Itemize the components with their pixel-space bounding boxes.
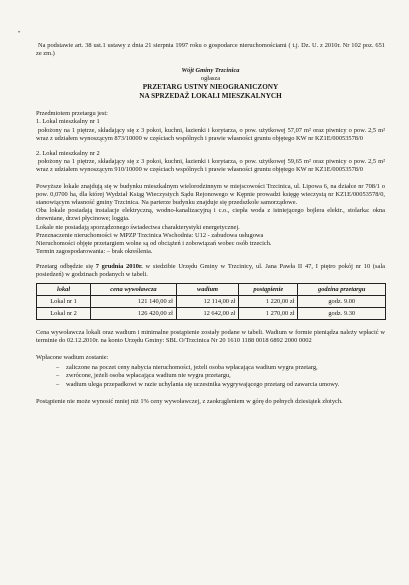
col-header-wadium: wadium (176, 284, 238, 296)
auction-date: 7 grudnia 2010r. (95, 262, 143, 270)
cell-postapienie: 1 220,00 zł (239, 296, 298, 308)
cell-lokal: Lokal nr 1 (37, 296, 91, 308)
installations-paragraph: Oba lokale posiadają instalacje elektryczną, wodno-kanalizacyjną i c.o., ciepła woda z istniejącego bojlera elektr., stolarka: okna drewniane, drzwi płycinowe; loggia. (36, 207, 385, 223)
title-line-2: NA SPRZEDAŻ LOKALI MIESZKALNYCH (139, 92, 282, 101)
lot1-label: 1. Lokal mieszkalny nr 1 (36, 118, 100, 126)
col-header-godzina: godzina przetargu (298, 284, 386, 296)
lot2-label: 2. Lokal mieszkalny nr 2 (36, 149, 100, 157)
energy-certificate-paragraph: Lokale nie posiadają sporządzonego świadectwa charakterystyki energetycznej. (36, 223, 240, 231)
col-header-postapienie: postąpienie (239, 284, 298, 296)
final-paragraph: Postąpienie nie może wynosić mniej niż 1% ceny wywoławczej, z zaokrągleniem w górę do pełnych dziesiątek złotych. (36, 397, 343, 405)
cell-wadium: 12 642,00 zł (176, 308, 238, 320)
legal-basis: Na podstawie art. 38 ust.1 ustawy z dnia 21 sierpnia 1997 roku o gospodarce nieruchomościami ( t.j. Dz. U. z 2010r. Nr 102 poz. 651 ze zm.) (36, 42, 385, 58)
cell-godzina: godz. 9.00 (298, 296, 386, 308)
lot1-description: położony na 1 piętrze, składający się z 3 pokoi, kuchni, łazienki i korytarza, o pow. użytkowej 57,07 m² oraz piwnicy o pow. 2,5 m² wraz z udziałem wynoszącym 873/10000 w częściach wspólnych i prawie własności gruntu objętego KW nr KZ1E/00053578/0 (36, 126, 385, 142)
deposit-paragraph: Cena wywoławcza lokali oraz wadium i minimalne postąpienie zostały podane w tabeli. Wadium w formie pieniądza należy wpłacić w terminie do 02.12.2010r. na konto Urzędu Gminy: SBL O/Trzcinica Nr 20 1610 1188 0018 6892 2000 0002 (36, 329, 385, 345)
cell-lokal: Lokal nr 2 (37, 308, 91, 320)
list-item: – zaliczone na poczet ceny nabycia nieruchomości, jeżeli osoba wpłacająca wadium wygra przetarg, (56, 364, 385, 372)
auction-paragraph (36, 263, 385, 279)
auction-post: w siedzibie Urzędu Gminy w Trzcinicy, ul. Jana Pawła II 47, I piętro pokój nr 10 (sala posiedzeń) w godzinach podanych w tabeli. (36, 262, 385, 278)
lots-table (36, 283, 386, 320)
subject-label: Przedmiotem przetargu jest: (36, 110, 108, 118)
title-line-1: PRZETARG USTNY NIEOGRANICZONY (142, 83, 279, 92)
encumbrance-paragraph: Nieruchomości objęte przetargiem wolne są od obciążeń i zobowiązań wobec osób trzecich. (36, 239, 272, 247)
deposit-list-label: Wpłacone wadium zostanie: (36, 354, 109, 362)
table-header-row (37, 284, 386, 296)
location-paragraph: Powyższe lokale znajdują się w budynku mieszkalnym wielorodzinnym w miejscowości Trzcinica, ul. Lipowa 6, na działce nr 708/1 o pow. 0,0700 ha, dla której Wydział Ksiąg Wieczystych Sądu Rejonowego w Kępnie prowadzi księgę wieczystą nr KZ1E/00053578/0, stanowiącym własność gminy Trzcinica. Na parterze budynku znajduje się przedszkole samorządowe. (36, 183, 385, 207)
announces: ogłasza (200, 75, 221, 83)
deposit-list (56, 364, 385, 388)
col-header-lokal: lokal (37, 284, 91, 296)
list-item: – zwrócone, jeżeli osoba wpłacająca wadium nie wygra przetargu, (56, 372, 385, 380)
table-row (37, 308, 386, 320)
term-paragraph: Termin zagospodarowania: – brak określenia. (36, 247, 153, 255)
authority: Wójt Gminy Trzcinica (181, 67, 240, 75)
margin-mark: • (18, 30, 21, 36)
zoning-paragraph: Przeznaczenie nieruchomości w MPZP Trzcinica Wschodnia: U12 - zabudowa usługowa (36, 231, 264, 239)
cell-wadium: 12 114,00 zł (176, 296, 238, 308)
cell-cena: 121 140,00 zł (91, 296, 177, 308)
cell-cena: 126 420,00 zł (91, 308, 177, 320)
cell-postapienie: 1 270,00 zł (239, 308, 298, 320)
list-item: – wadium ulega przepadkowi w razie uchylania się uczestnika wygrywającego przetarg od zawarcia umowy. (56, 381, 385, 389)
lot2-description: położony na 1 piętrze, składający się z 3 pokoi, kuchni, łazienki i korytarza, o pow. użytkowej 59,65 m² oraz piwnicy o pow. 2,5 m² wraz z udziałem wynoszącym 910/10000 w częściach wspólnych i prawie własności gruntu objętego KW nr KZ1E/00053578/0 (36, 157, 385, 173)
table-row (37, 296, 386, 308)
col-header-cena: cena wywoławcza (91, 284, 177, 296)
cell-godzina: godz. 9.30 (298, 308, 386, 320)
auction-pre: Przetarg odbędzie się (36, 262, 96, 270)
